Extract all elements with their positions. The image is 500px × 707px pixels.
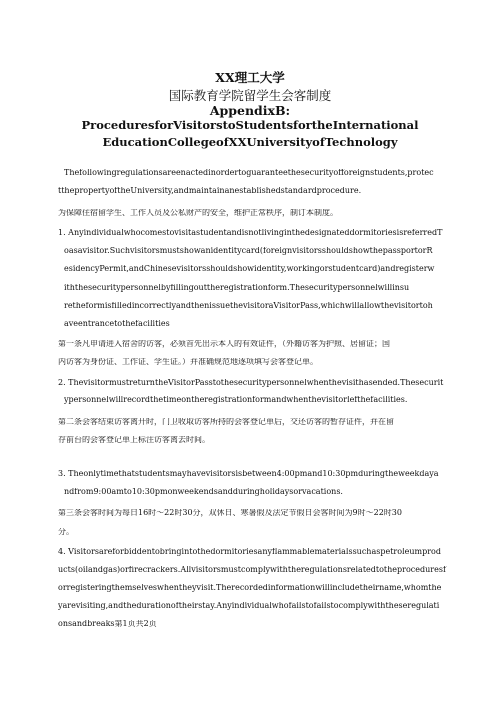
- item2-cn-line-2: 存前台的会客登记单上标注访客离去时间。: [58, 436, 210, 444]
- title-line-1: ProceduresforVisitorstoStudentsfortheInternational: [81, 118, 419, 132]
- item4-line-2: ucts(oilandgas)orfirecrackers.Allvisitorsmustcomplywiththeregulationsrelatedtotheproceduresf: [58, 566, 446, 574]
- intro-cn: 为保障住宿留学生、工作人员及公私财产的安全，维护正常秩序，制订本制度。: [58, 209, 338, 217]
- item4-line-3: orregisteringthemselveswhentheyvisit.Therecordedinformationwillincludetheirname,whomthe: [58, 584, 442, 592]
- document-subtitle: 国际教育学院留学生会客制度: [168, 88, 332, 103]
- item3-line-1: 3. Theonlytimethatstudentsmayhavevisitorsisbetween4:00pmand10:30pmduringtheweekdaya: [58, 470, 439, 478]
- item3-cn-line-2: 分。: [58, 528, 74, 536]
- item1-line-2: oasavisitor.Suchvisitorsmustshowanidentitycard(foreignvisitorsshouldshowthepassportorR: [64, 247, 433, 255]
- item1-line-1: 1. AnyindividualwhocomestovisitastudentandisnotlivinginthedesignateddormitoriesisreferredT: [58, 229, 443, 237]
- appendix-label: AppendixB:: [209, 103, 291, 118]
- item1-line-3: esidencyPermit,andChinesevisitorsshouldshowidentity,workingorstudentcard)andregisterw: [64, 265, 435, 273]
- item2-line-1: 2. ThevisitormustreturntheVisitorPasstothesecuritypersonnelwhenthevisithasended.Thesecurit: [58, 379, 444, 387]
- item4-line-5-page-number: onsandbreaks第1页共2页: [58, 620, 157, 628]
- university-name: XX理工大学: [215, 70, 285, 85]
- intro-line-2: tthepropertyoftheUniversity,andmaintainanestablishedstandardprocedure.: [58, 187, 362, 195]
- item4-line-1: 4. Visitorsareforbiddentobringintothedormitoriesanyflammablematerialssuchaspetroleumprod: [58, 548, 441, 556]
- title-line-2: EducationCollegeofXXUniversityofTechnology: [102, 135, 398, 149]
- item2-line-2: ypersonnelwillrecordthetimeontheregistrationformandwhenthevisitorlefthefacilities.: [64, 396, 408, 404]
- intro-line-1: Thefollowingregulationsareenactedinordertoguaranteethesecurityofforeignstudents,protec: [64, 169, 434, 177]
- item2-cn-line-1: 第二条会客结束访客离开时，门卫收取访客所持的会客登记单后，交还访客的暂存证件，并在留: [58, 418, 394, 426]
- item3-line-2: ndfrom9:00amto10:30pmonweekendsandduringholidaysorvacations.: [64, 488, 343, 496]
- item4-line-4: yarevisiting,andthedurationoftheirstay.Anyindividualwhofailstofailstocomplywiththeseregulati: [58, 602, 440, 610]
- item1-cn-line-2: 内访客为身份证、工作证、学生证。）并准确规范地逐项填写会客登记单。: [58, 358, 318, 366]
- item3-cn-line-1: 第三条会客时间为每日16时～22时30分，双休日、寒暑假及法定节假日会客时间为9时～22时30: [58, 509, 402, 517]
- item1-line-6: aveentrancetothefacilities: [64, 320, 170, 328]
- item1-cn-line-1: 第一条凡申请进入宿舍的访客，必须首先出示本人的有效证件，（外籍访客为护照、居留证；国: [58, 340, 390, 348]
- item1-line-4: iththesecuritypersonnelbyfillingouttheregistrationform.Thesecuritypersonnelwillinsu: [64, 284, 410, 292]
- item1-line-5: retheformisfilledincorrectlyandthenissuethevisitoraVisitorPass,whichwillallowthevisitortoh: [64, 302, 433, 310]
